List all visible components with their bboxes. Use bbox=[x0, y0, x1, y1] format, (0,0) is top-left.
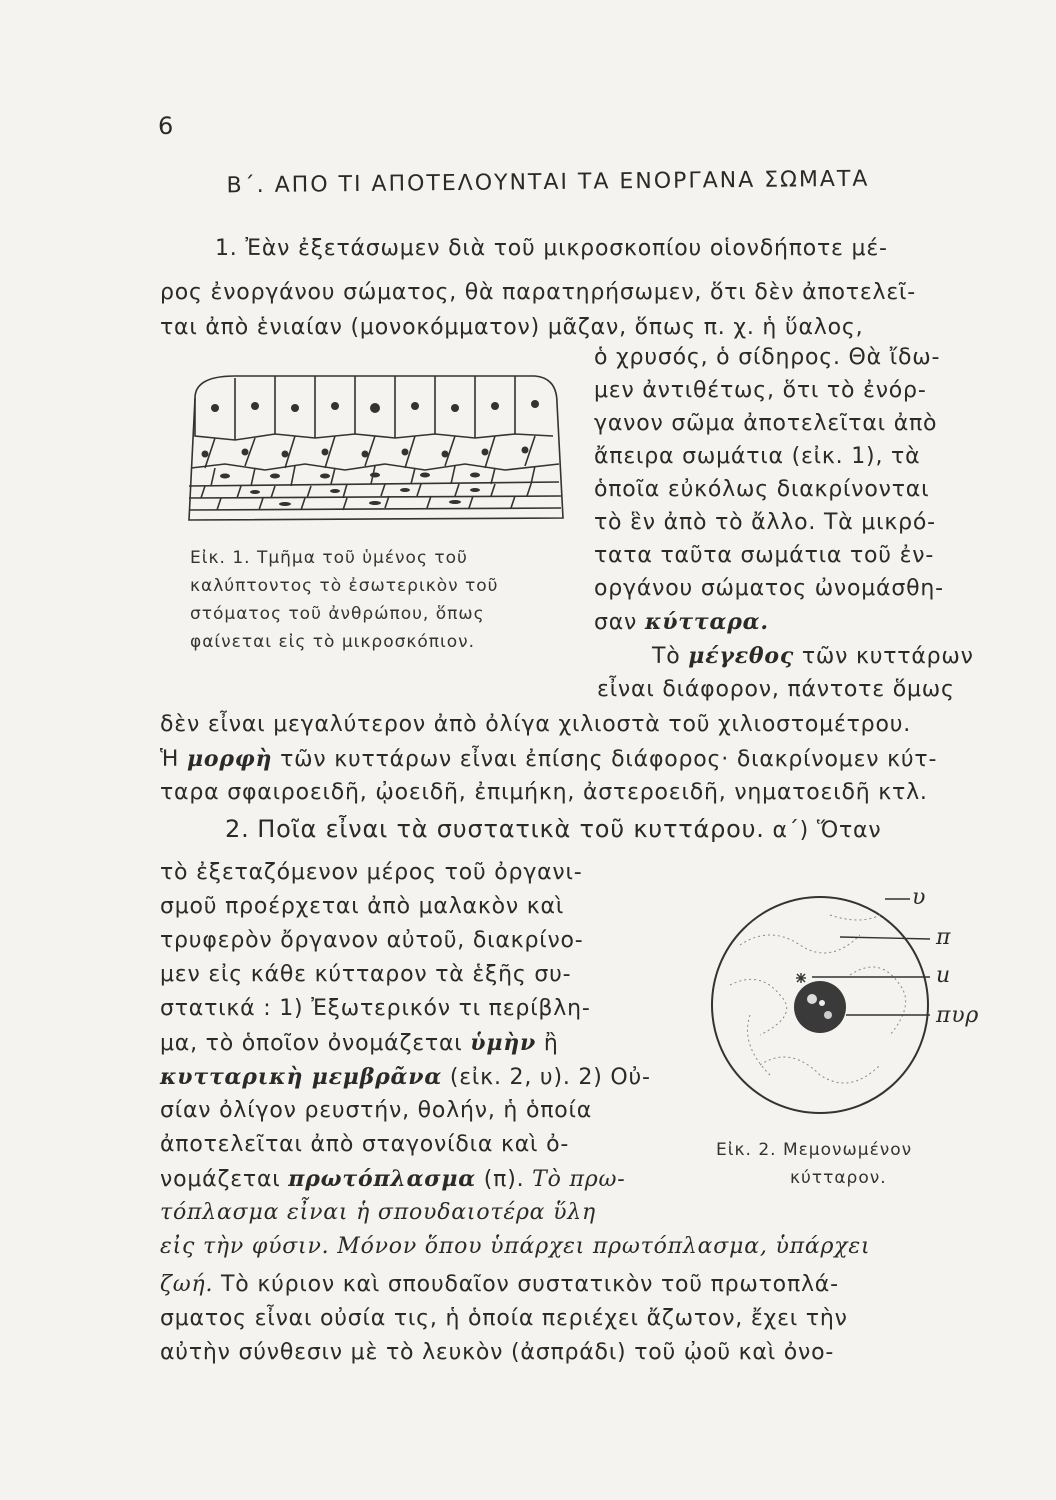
chapter-title: Β΄. ΑΠΟ ΤΙ ΑΠΟΤΕΛΟΥΝΤΑΙ ΤΑ ΕΝΟΡΓΑΝΑ ΣΩΜΑΤΑ bbox=[226, 166, 870, 199]
text-line: εἶναι διάφορον, πάντοτε ὅμως bbox=[597, 677, 955, 702]
text-fragment: Τὸ bbox=[652, 644, 681, 669]
text-fragment: (εἰκ. 2, υ). 2) Οὐ- bbox=[449, 1065, 651, 1090]
figure-1-caption: Εἰκ. 1. Τμῆμα τοῦ ὑμένος τοῦ bbox=[190, 548, 468, 568]
figure-2-caption: Εἰκ. 2. Μεμονωμένον bbox=[716, 1140, 913, 1160]
text-line: στατικά : 1) Ἐξωτερικόν τι περίβλη- bbox=[160, 996, 591, 1021]
term-megethos: μέγεθος bbox=[688, 643, 795, 669]
text-fragment: τῶν κυττάρων εἶναι ἐπίσης διάφορος· διακρίνομεν κύτ- bbox=[280, 747, 938, 772]
text-line: οργάνου σώματος ὠνομάσθη- bbox=[594, 576, 944, 601]
text-fragment: τῶν κυττάρων bbox=[801, 644, 974, 669]
text-fragment: σαν bbox=[594, 610, 638, 635]
text-line bbox=[594, 609, 769, 635]
text-line: μεν εἰς κάθε κύτταρον τὰ ἑξῆς συ- bbox=[160, 962, 572, 987]
page-number: 6 bbox=[158, 112, 174, 140]
text-line: ἄπειρα σωμάτια (εἰκ. 1), τὰ bbox=[594, 444, 921, 469]
term-protoplasma: πρωτόπλασμα bbox=[288, 1166, 476, 1192]
text-line: τόπλασμα εἶναι ἡ σπουδαιοτέρα ὕλη bbox=[160, 1200, 597, 1225]
text-line bbox=[652, 643, 974, 669]
term-ymin: ὑμὴν bbox=[470, 1030, 537, 1056]
text-line: δὲν εἶναι μεγαλύτερον ἀπὸ ὀλίγα χιλιοστὰ τοῦ χιλιοστομέτρου. bbox=[160, 712, 912, 737]
text-line: τὸ ἓν ἀπὸ τὸ ἄλλο. Τὰ μικρό- bbox=[594, 510, 936, 535]
text-line: τατα ταῦτα σωμάτια τοῦ ἐν- bbox=[594, 543, 935, 568]
section-heading bbox=[225, 815, 881, 843]
text-line bbox=[160, 1064, 651, 1090]
text-fragment: μα, τὸ ὁποῖον ὀνομάζεται bbox=[160, 1031, 463, 1056]
text-line bbox=[160, 1166, 625, 1192]
italic-sentence: ζωή. bbox=[160, 1272, 214, 1297]
term-kyttara: κύτταρα. bbox=[644, 609, 769, 635]
text-line bbox=[160, 1030, 559, 1056]
section-number: 2. bbox=[225, 815, 250, 843]
italic-sentence: Τὸ πρω- bbox=[532, 1167, 626, 1192]
label-nucleus: πυρ bbox=[936, 1003, 980, 1028]
text-line bbox=[160, 746, 937, 772]
text-line: ὁποῖα εὐκόλως διακρίνονται bbox=[594, 477, 930, 502]
figure-1-caption: φαίνεται εἰς τὸ μικροσκόπιον. bbox=[190, 632, 476, 652]
term-morphi: μορφὴ bbox=[186, 746, 273, 772]
text-line: ται ἀπὸ ἑνιαίαν (μονοκόμματον) μᾶζαν, ὅπως π. χ. ἡ ὕαλος, bbox=[160, 315, 864, 340]
text-line: ἀποτελεῖται ἀπὸ σταγονίδια καὶ ὀ- bbox=[160, 1132, 570, 1157]
text-line: τὸ ἐξεταζόμενον μέρος τοῦ ὀργανι- bbox=[160, 860, 583, 885]
text-line: σματος εἶναι οὐσία τις, ἡ ὁποία περιέχει ἄζωτον, ἔχει τὴν bbox=[160, 1306, 848, 1331]
label-membrane: υ bbox=[912, 885, 927, 910]
figure-1-caption: καλύπτοντος τὸ ἐσωτερικὸν τοῦ bbox=[190, 576, 499, 596]
label-centrosome: u bbox=[936, 963, 951, 988]
text-line: σμοῦ προέρχεται ἀπὸ μαλακὸν καὶ bbox=[160, 894, 565, 919]
text-line: εἰς τὴν φύσιν. Μόνον ὅπου ὑπάρχει πρωτόπλασμα, ὑπάρχει bbox=[160, 1234, 871, 1259]
text-fragment: ἢ bbox=[543, 1031, 559, 1056]
text-line: μεν ἀντιθέτως, ὅτι τὸ ἐνόρ- bbox=[594, 378, 927, 403]
text-line: αὐτὴν σύνθεσιν μὲ τὸ λευκὸν (ἀσπράδι) τοῦ ᾠοῦ καὶ ὀνο- bbox=[160, 1340, 835, 1365]
term-membrana: κυτταρικὴ μεμβρᾶνα bbox=[160, 1064, 443, 1090]
text-line: 1. Ἐὰν ἐξετάσωμεν διὰ τοῦ μικροσκοπίου οἱονδήποτε μέ- bbox=[215, 236, 888, 261]
figure-2-caption: κύτταρον. bbox=[790, 1168, 887, 1188]
text-line: ρος ἐνοργάνου σώματος, θὰ παρατηρήσωμεν, ὅτι δὲν ἀποτελεῖ- bbox=[160, 280, 917, 305]
label-protoplasm: π bbox=[936, 925, 952, 950]
figure-1-epithelium bbox=[175, 368, 575, 538]
text-fragment: νομάζεται bbox=[160, 1167, 281, 1192]
text-line: τρυφερὸν ὄργανον αὐτοῦ, διακρίνο- bbox=[160, 928, 584, 953]
text-line: ὁ χρυσός, ὁ σίδηρος. Θὰ ἴδω- bbox=[594, 345, 941, 370]
section-title: Ποῖα εἶναι τὰ συστατικὰ τοῦ κυττάρου. bbox=[257, 815, 765, 843]
text-fragment: (π). bbox=[483, 1167, 525, 1192]
figure-1-caption: στόματος τοῦ ἀνθρώπου, ὅπως bbox=[190, 604, 485, 624]
text-line: σίαν ὀλίγον ρευστήν, θολήν, ἡ ὁποία bbox=[160, 1098, 593, 1123]
text-line: γανον σῶμα ἀποτελεῖται ἀπὸ bbox=[594, 411, 938, 436]
text-fragment: α΄) Ὅταν bbox=[772, 818, 882, 843]
text-line: ταρα σφαιροειδῆ, ᾠοειδῆ, ἐπιμήκη, ἀστεροειδῆ, νηματοειδῆ κτλ. bbox=[160, 780, 928, 805]
text-fragment: Τὸ κύριον καὶ σπουδαῖον συστατικὸν τοῦ πρωτοπλά- bbox=[221, 1272, 839, 1297]
text-line bbox=[160, 1272, 839, 1297]
text-fragment: Ἡ bbox=[160, 747, 180, 772]
